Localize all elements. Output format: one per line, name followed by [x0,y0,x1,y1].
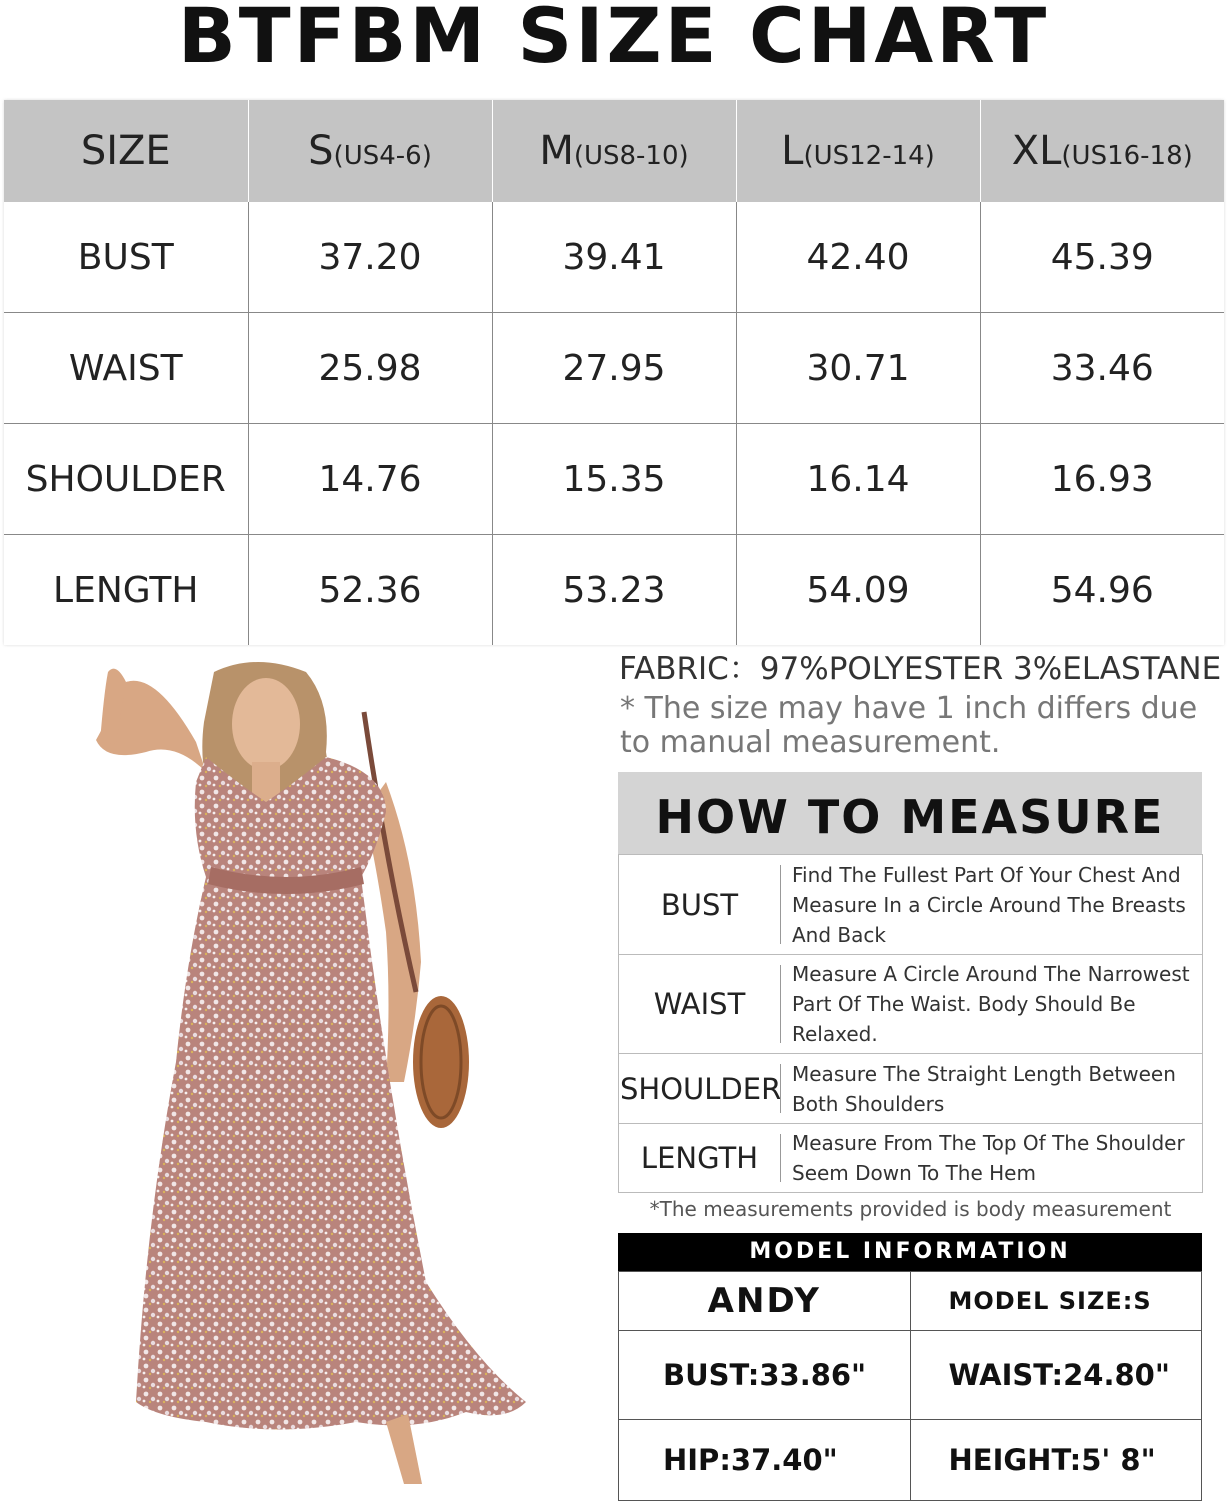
measure-description: Measure The Straight Length Between Both Shoulders [780,1054,1203,1124]
table-cell: 33.46 [980,313,1224,424]
model-bust: BUST:33.86" [619,1331,911,1420]
table-cell: 37.20 [248,202,492,313]
table-cell: 53.23 [492,535,736,646]
size-column-header: L(US12-14) [736,100,980,202]
table-row [619,1054,1203,1124]
fabric-info: FABRIC：97%POLYESTER 3%ELASTANE [619,651,1222,687]
table-row [619,1331,1202,1420]
row-label: WAIST [4,313,248,424]
table-cell: 54.09 [736,535,980,646]
size-column-header: S(US4-6) [248,100,492,202]
model-info-table [618,1271,1202,1501]
table-cell: 52.36 [248,535,492,646]
model-name: ANDY [619,1272,911,1331]
measure-description: Measure From The Top Of The Shoulder Seem Down To The Hem [780,1124,1203,1193]
model-hip: HIP:37.40" [619,1420,911,1501]
table-row [619,855,1203,955]
table-cell: 45.39 [980,202,1224,313]
size-note: * The size may have 1 inch differs due to manual measurement. [620,691,1198,760]
table-row [619,1124,1203,1193]
size-header-row [4,100,1224,202]
size-column-header: M(US8-10) [492,100,736,202]
measure-description: Measure A Circle Around The Narrowest Part Of The Waist. Body Should Be Relaxed. [780,955,1203,1054]
row-label: BUST [4,202,248,313]
table-cell: 27.95 [492,313,736,424]
table-row [4,424,1224,535]
page-title: BTFBM SIZE CHART [177,0,1050,80]
table-row [619,955,1203,1054]
how-to-measure-table [618,854,1203,1193]
size-corner-header: SIZE [4,100,248,202]
measure-label: BUST [619,855,781,955]
table-cell: 15.35 [492,424,736,535]
measurement-footnote: *The measurements provided is body measurement [649,1197,1172,1221]
model-waist: WAIST:24.80" [910,1331,1202,1420]
table-cell: 14.76 [248,424,492,535]
model-photo [86,662,556,1484]
row-label: LENGTH [53,569,199,611]
table-cell: 30.71 [736,313,980,424]
table-row [619,1420,1202,1501]
how-to-measure-heading: HOW TO MEASURE [618,772,1202,854]
table-cell: 16.14 [736,424,980,535]
measure-description: Find The Fullest Part Of Your Chest And Measure In a Circle Around The Breasts And Back [780,855,1203,955]
model-size: MODEL SIZE:S [910,1272,1202,1331]
table-row [619,1272,1202,1331]
table-cell: 16.93 [980,424,1224,535]
measure-label: LENGTH [619,1124,781,1193]
table-row [4,535,1224,646]
table-cell: 39.41 [492,202,736,313]
table-row [4,202,1224,313]
row-label: SHOULDER [4,424,248,535]
size-chart-table [4,100,1224,645]
table-row [4,313,1224,424]
measure-label: WAIST [619,955,781,1054]
table-cell: 25.98 [248,313,492,424]
size-column-header: XL(US16-18) [980,100,1224,202]
model-info-heading: MODEL INFORMATION [618,1233,1202,1271]
table-cell: 54.96 [980,535,1224,646]
model-height: HEIGHT:5' 8" [910,1420,1202,1501]
table-cell: 42.40 [736,202,980,313]
measure-label: SHOULDER [619,1054,781,1124]
